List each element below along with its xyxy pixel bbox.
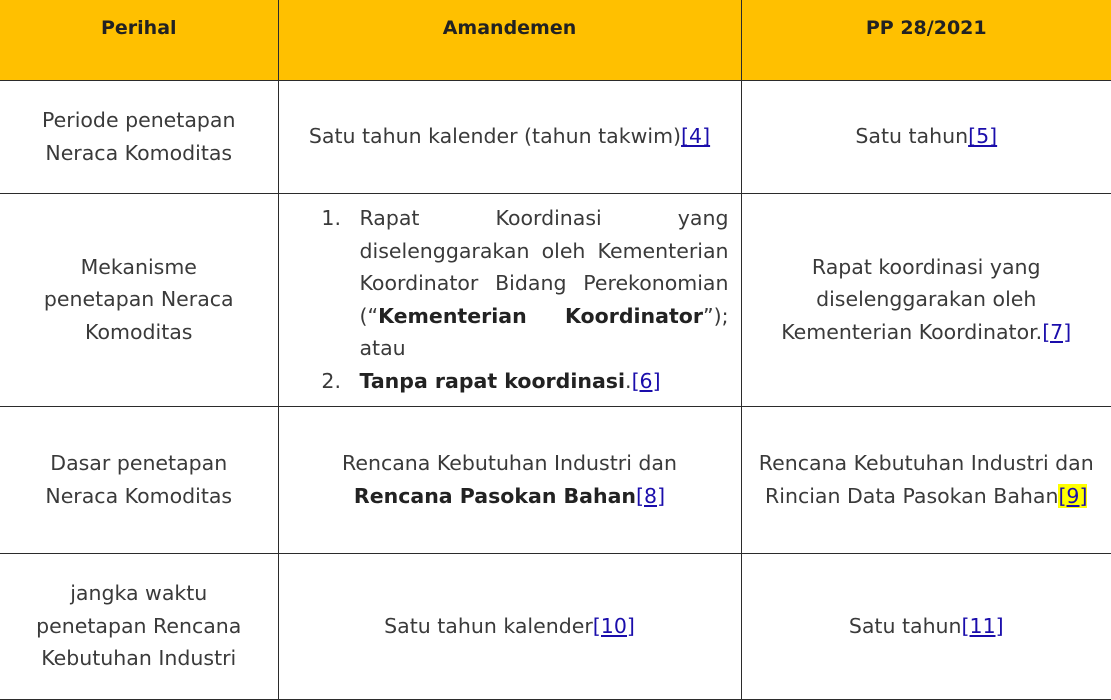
list-item bbox=[348, 202, 729, 365]
row3-perihal-cell bbox=[0, 406, 278, 553]
list-item-1-bold: Kementerian Koordinator bbox=[378, 303, 703, 328]
list-item-2-bold: Tanpa rapat koordinasi bbox=[359, 368, 626, 393]
row4-perihal-text: jangka waktu penetapan Rencana Kebutuhan Industri bbox=[36, 581, 242, 671]
row2-perihal-cell bbox=[0, 193, 278, 406]
row3-amandemen-bold: Rencana Pasokan Bahan bbox=[353, 483, 637, 508]
footnote-link-4[interactable]: [4] bbox=[681, 124, 711, 149]
row1-perihal-text: Periode penetapan Neraca Komoditas bbox=[42, 108, 236, 165]
table-row bbox=[0, 193, 1111, 406]
row1-perihal-cell bbox=[0, 80, 278, 193]
table-row bbox=[0, 406, 1111, 553]
header-pp: PP 28/2021 bbox=[741, 0, 1111, 80]
footnote-link-8[interactable]: [8] bbox=[636, 483, 666, 508]
header-perihal: Perihal bbox=[0, 0, 278, 80]
row4-amandemen-text: Satu tahun kalender bbox=[384, 613, 593, 638]
row1-pp-text: Satu tahun bbox=[855, 124, 969, 149]
table-row bbox=[0, 80, 1111, 193]
row4-amandemen-cell bbox=[278, 553, 741, 699]
list-item-2-tail: . bbox=[625, 368, 632, 393]
header-amandemen: Amandemen bbox=[278, 0, 741, 80]
row3-amandemen-text: Rencana Kebutuhan Industri dan bbox=[342, 451, 677, 475]
row3-perihal-text: Dasar penetapan Neraca Komoditas bbox=[45, 451, 233, 508]
mechanism-list bbox=[291, 202, 729, 397]
row1-amandemen-text: Satu tahun kalender (tahun takwim) bbox=[308, 124, 682, 149]
row4-pp-text: Satu tahun bbox=[848, 613, 962, 638]
row3-pp-text: Rencana Kebutuhan Industri dan Rincian Data Pasokan Bahan bbox=[758, 451, 1094, 508]
row4-pp-cell bbox=[741, 553, 1111, 699]
footnote-link-9[interactable]: [9] bbox=[1058, 483, 1088, 508]
row2-pp-text: Rapat koordinasi yang diselenggarakan oleh Kementerian Koordinator. bbox=[781, 254, 1043, 344]
table-row bbox=[0, 553, 1111, 699]
row1-amandemen-cell bbox=[278, 80, 741, 193]
row2-pp-cell bbox=[741, 193, 1111, 406]
footnote-link-5[interactable]: [5] bbox=[968, 124, 998, 149]
footnote-link-11[interactable]: [11] bbox=[961, 613, 1004, 638]
footnote-link-6[interactable]: [6] bbox=[631, 368, 661, 393]
row3-amandemen-cell bbox=[278, 406, 741, 553]
row3-pp-cell bbox=[741, 406, 1111, 553]
row2-amandemen-cell bbox=[278, 193, 741, 406]
list-item bbox=[348, 365, 729, 398]
row4-perihal-cell bbox=[0, 553, 278, 699]
list-item-1-text: Rapat Koordinasi yang diselenggarakan oleh Kementerian Koordinator Bidang Perekonomian (“ bbox=[359, 206, 729, 328]
list-item-1-tail: ”); atau bbox=[359, 303, 729, 360]
row1-pp-cell bbox=[741, 80, 1111, 193]
header-row bbox=[0, 0, 1111, 80]
footnote-link-10[interactable]: [10] bbox=[592, 613, 635, 638]
row2-perihal-text: Mekanisme penetapan Neraca Komoditas bbox=[43, 254, 234, 344]
footnote-link-7[interactable]: [7] bbox=[1042, 319, 1072, 344]
